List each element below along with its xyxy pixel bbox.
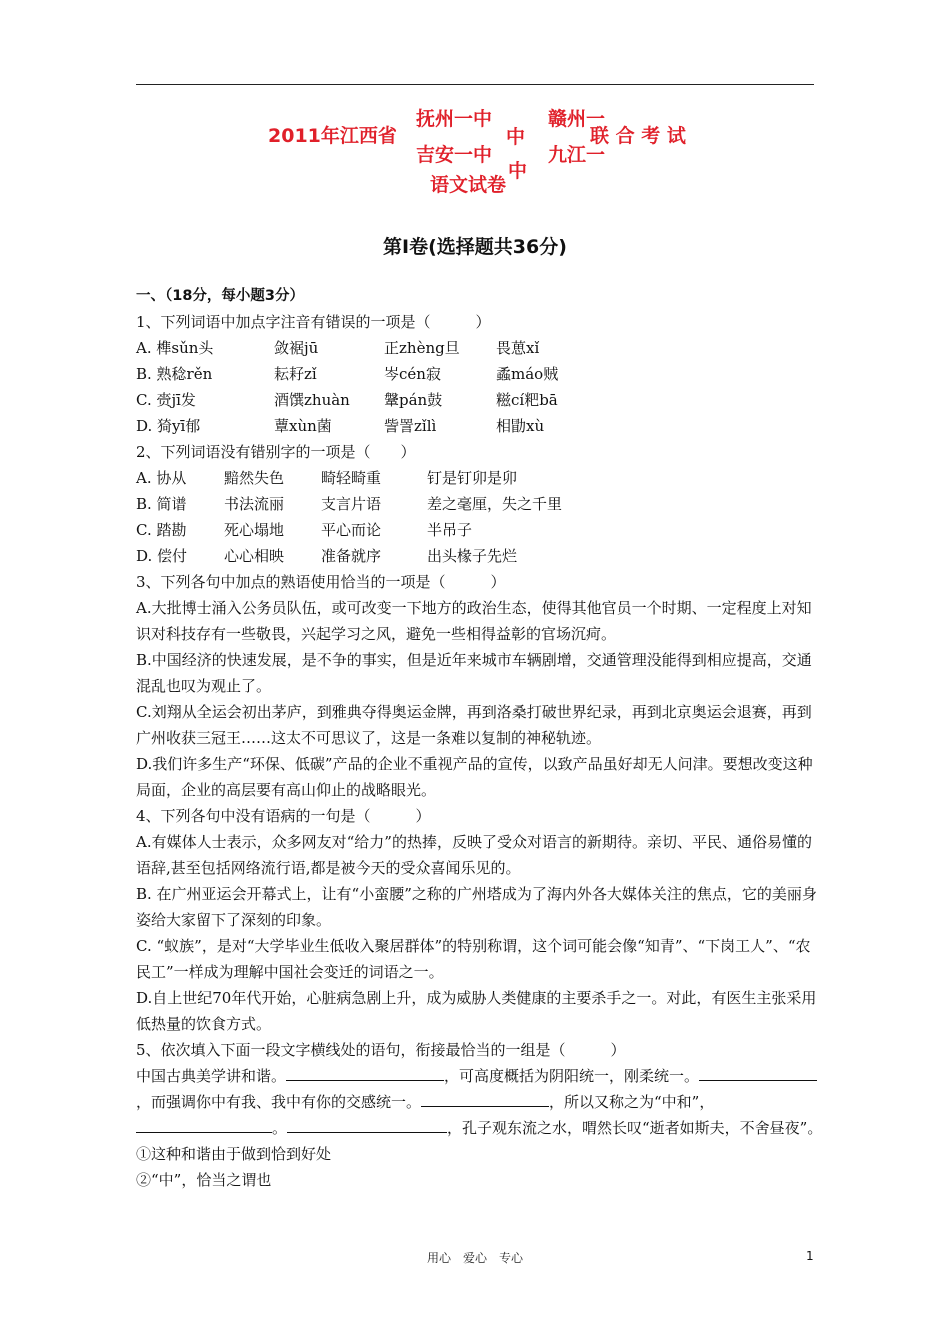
- q1-option-a: A. 榫sǔn头 敛裾jū 正zhèng旦 畏葸xǐ: [136, 339, 540, 357]
- q2-option-b: B. 简谱 书法流丽 支言片语 差之毫厘，失之千里: [136, 495, 563, 513]
- q2-option-d: D. 偿付 心心相映 准备就序 出头椽子先烂: [136, 547, 518, 565]
- header-school-fuzhou: 抚州一中: [416, 108, 493, 130]
- q2-option-c: C. 踏勘 死心塌地 平心而论 半吊子: [136, 521, 473, 539]
- q5-blank-2: [699, 1065, 777, 1081]
- q1-option-c: C. 赍jī发 酒馔zhuàn 鞶pán鼓 糍cí粑bā: [136, 391, 558, 409]
- q1-stem: 1、下列词语中加点字注音有错误的一项是（ ）: [136, 313, 491, 331]
- q1-option-d: D. 猗yī郁 蕈xùn菌 訾詈zǐlì 相勖xù: [136, 417, 545, 435]
- q3-option-d: D.我们许多生产“环保、低碳”产品的企业不重视产品的宣传，以致产品虽好却无人问津。要想改变这种局面，企业的高层要有高山仰止的战略眼光。: [136, 755, 813, 799]
- header-zhong-2: 中: [508, 160, 528, 182]
- page-footer: 用心 爱心 专心: [426, 1251, 523, 1265]
- header-subject: 语文试卷: [430, 174, 507, 196]
- q1-option-b: B. 熟稔rěn 耘耔zǐ 岑cén寂 蟊máo贼: [136, 365, 559, 383]
- q5-blank-3: [421, 1091, 549, 1107]
- q5-stem: 5、依次填入下面一段文字横线处的语句，衔接最恰当的一组是（ ）: [136, 1041, 626, 1059]
- exam-body: [136, 283, 824, 1193]
- q5-passage: 中国古典美学讲和谐。 ，可高度概括为阴阳统一，刚柔统一。，而强调你中有我、我中有你的交感统一。 ，所以又称之为“中和”，。 ，孔子观东流之水，喟然长叹“逝者如斯夫，不舍昼夜”。: [136, 1067, 823, 1137]
- header-zhong-1: 中: [506, 126, 526, 148]
- q3-stem: 3、下列各句中加点的熟语使用恰当的一项是（ ）: [136, 573, 506, 591]
- q5-item-1: ①这种和谐由于做到恰到好处: [136, 1145, 332, 1163]
- q4-option-c: C. “蚁族”，是对“大学毕业生低收入聚居群体”的特别称谓，这个词可能会像“知青”、“下岗工人”、“农民工”一样成为理解中国社会变迁的词语之一。: [136, 937, 811, 981]
- q5-blank-2-cont: [777, 1065, 817, 1081]
- q3-option-c: C.刘翔从全运会初出茅庐，到雅典夺得奥运金牌，再到洛桑打破世界纪录，再到北京奥运会退赛，再到广州收获三冠王……这太不可思议了，这是一条难以复制的神秘轨迹。: [136, 703, 812, 747]
- q4-option-d: D.自上世纪70年代开始，心脏病急剧上升，成为威胁人类健康的主要杀手之一。对此，有医生主张采用低热量的饮食方式。: [136, 989, 817, 1033]
- q3-option-a: A.大批博士涌入公务员队伍，或可改变一下地方的政治生态，使得其他官员一个时期、一定程度上对知识对科技存有一些敬畏，兴起学习之风，避免一些相得益彰的官场沉疴。: [136, 599, 812, 643]
- header-rule: [136, 84, 814, 85]
- q2-stem: 2、下列词语没有错别字的一项是（ ）: [136, 443, 416, 461]
- page-number: 1: [806, 1249, 814, 1263]
- section-title: 第Ⅰ卷(选择题共36分): [383, 236, 567, 258]
- q5-blank-5: [287, 1117, 447, 1133]
- header-exam: 联 合 考 试: [590, 125, 686, 147]
- q4-stem: 4、下列各句中没有语病的一句是（ ）: [136, 807, 431, 825]
- part1-title: 一、（18分，每小题3分）: [136, 288, 305, 304]
- q3-option-b: B.中国经济的快速发展，是不争的事实，但是近年来城市车辆剧增，交通管理没能得到相应提高，交通混乱也叹为观止了。: [136, 651, 812, 695]
- q4-option-b: B. 在广州亚运会开幕式上，让有“小蛮腰”之称的广州塔成为了海内外各大媒体关注的焦点，它的美丽身姿给大家留下了深刻的印象。: [136, 885, 817, 929]
- header-school-jiujiang: 九江一: [548, 144, 606, 166]
- q5-item-2: ②“中”，恰当之谓也: [136, 1171, 272, 1189]
- q4-option-a: A.有媒体人士表示，众多网友对“给力”的热捧，反映了受众对语言的新期待。亲切、平民、通俗易懂的语辞,甚至包括网络流行语,都是被今天的受众喜闻乐见的。: [136, 833, 812, 877]
- q5-blank-1: [286, 1065, 444, 1081]
- header-school-jian: 吉安一中: [416, 144, 493, 166]
- q5-blank-4: [136, 1117, 272, 1133]
- header-school-ganzhou: 赣州一: [548, 108, 606, 130]
- q2-option-a: A. 协从 黯然失色 畸轻畸重 钉是钉卯是卯: [136, 469, 518, 487]
- header-year-province: 2011年江西省: [268, 125, 397, 147]
